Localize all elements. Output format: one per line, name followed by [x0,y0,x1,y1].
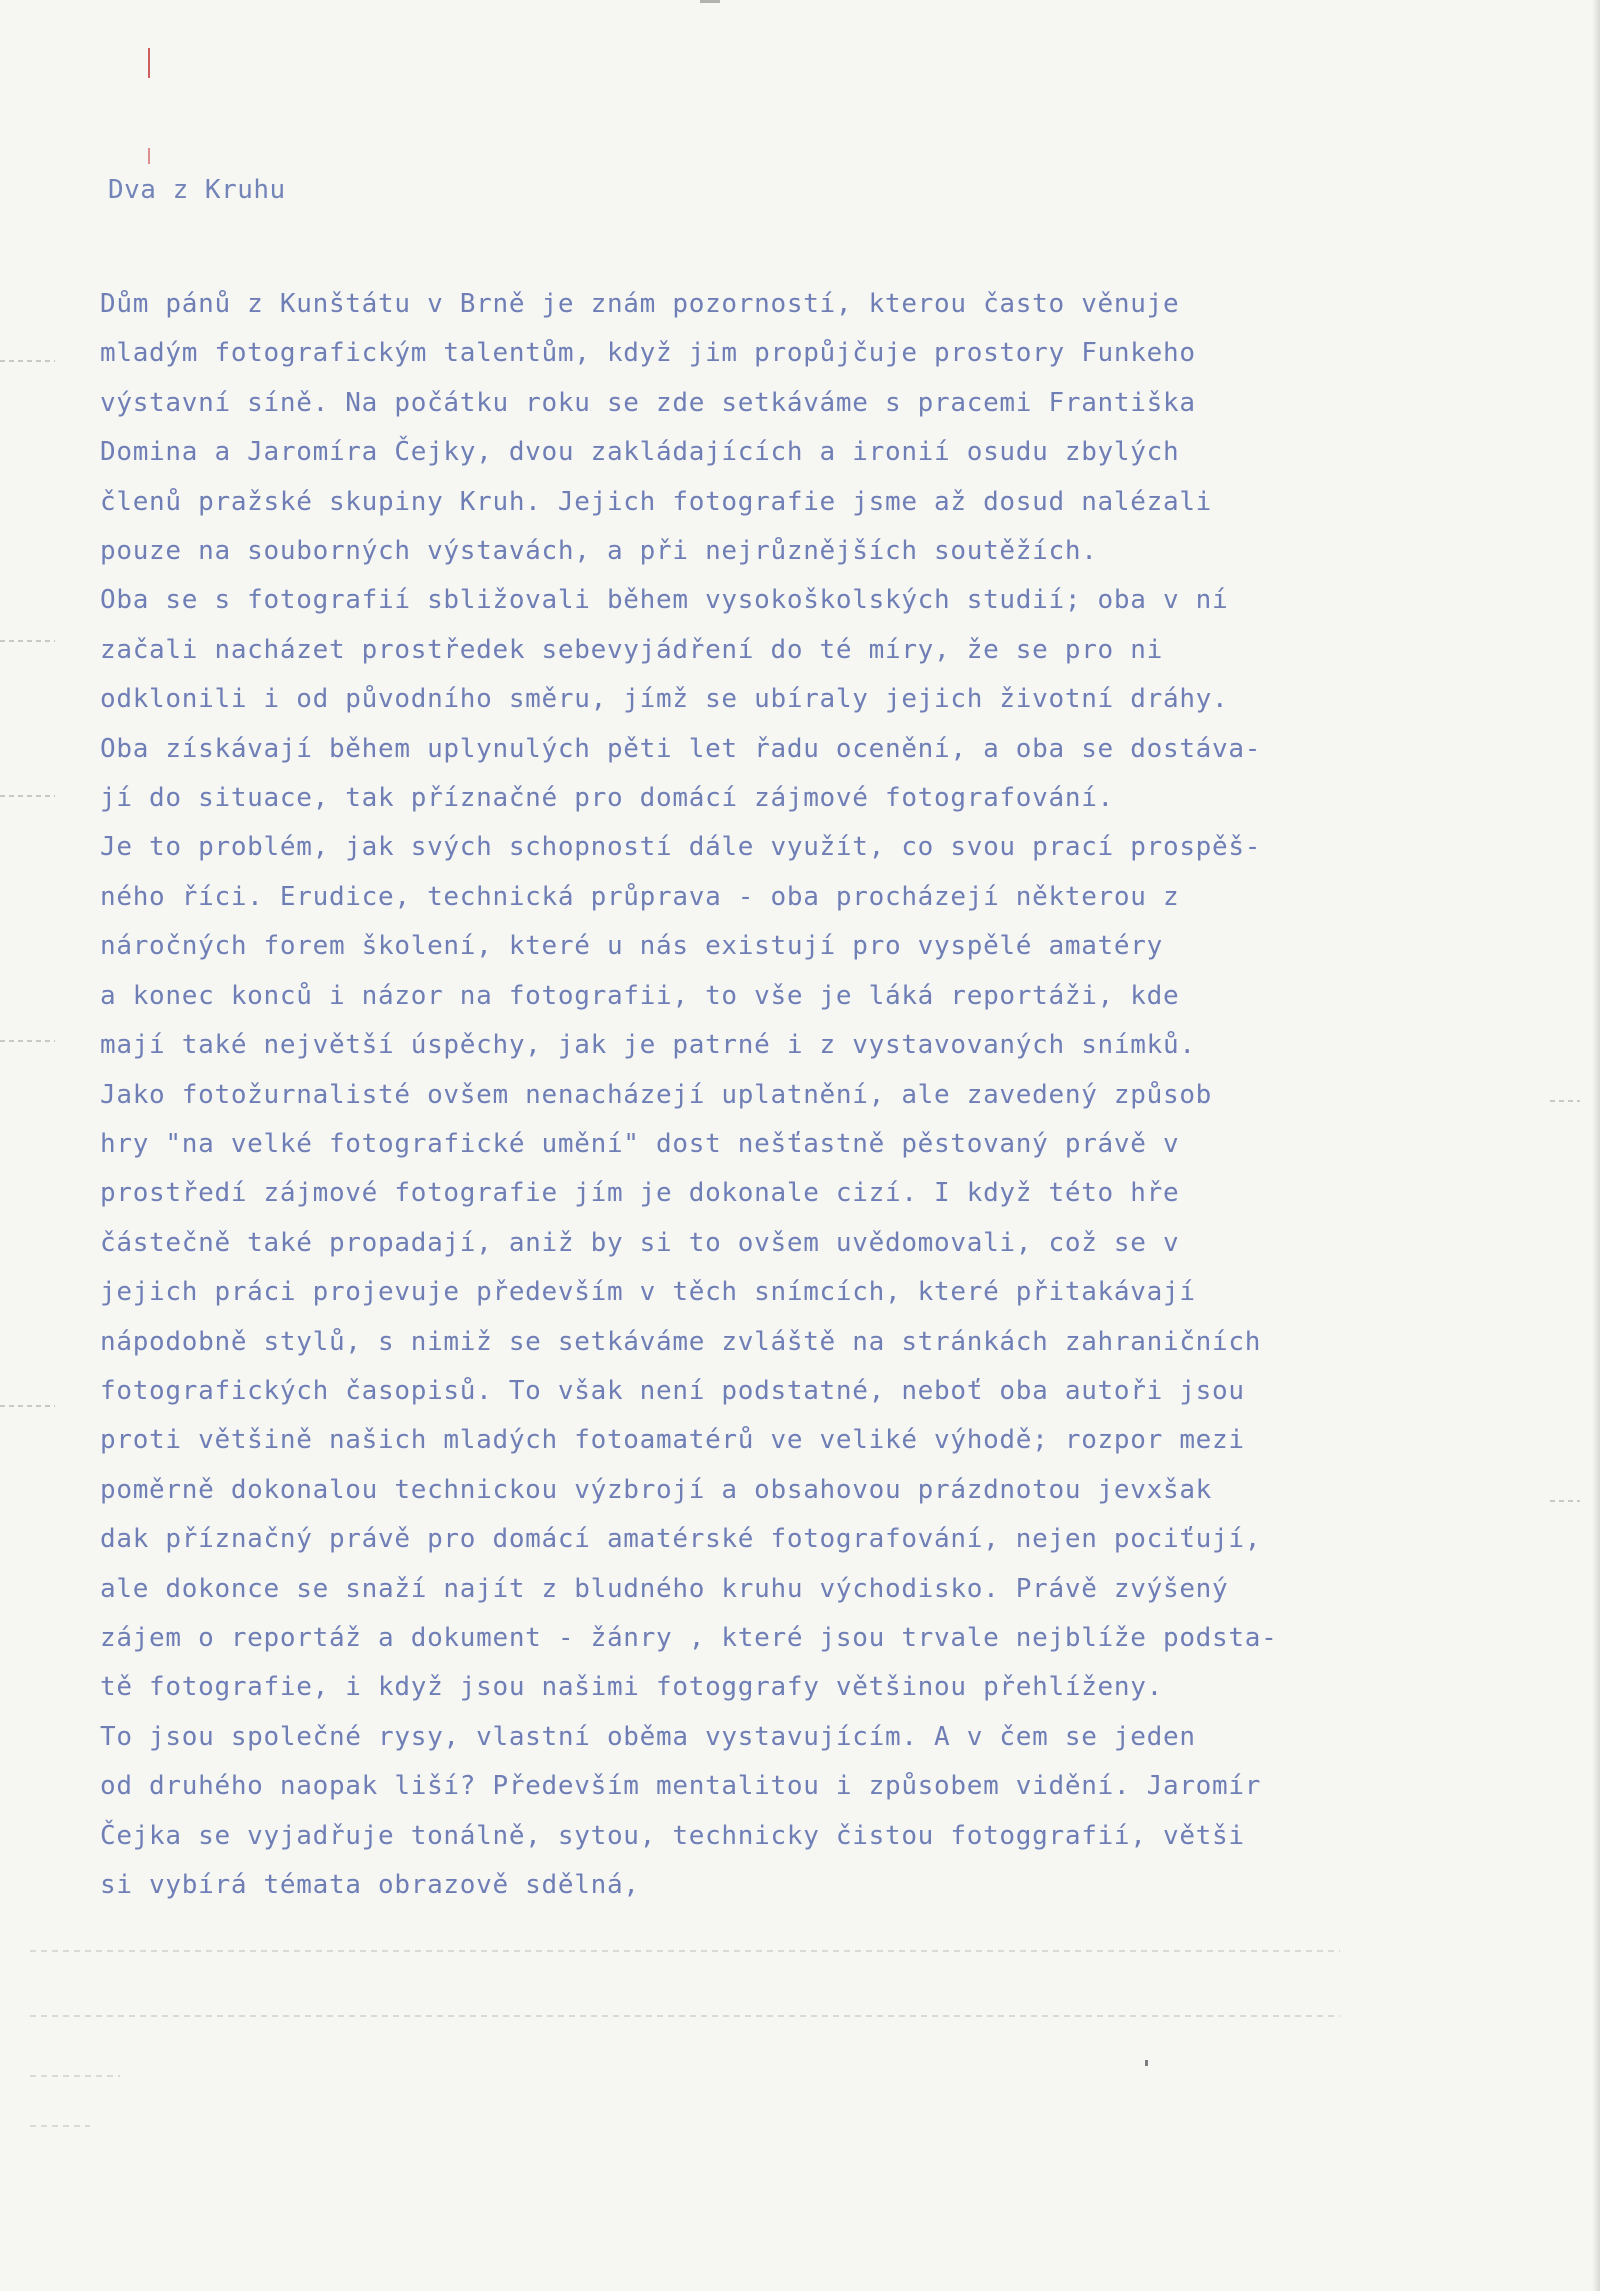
red-margin-mark-lower [148,148,150,164]
text-line: mají také největší úspěchy, jak je patrné i z vystavovaných snímků. [100,1030,1196,1061]
text-line: začali nacházet prostředek sebevyjádření do té míry, že se pro ni [100,634,1163,665]
text-line: odklonili i od původního směru, jímž se ubíraly jejich životní dráhy. [100,684,1229,715]
text-line: zájem o reportáž a dokument - žánry , které jsou trvale nejblíže podsta- [100,1622,1278,1653]
text-line: si vybírá témata obrazově sdělná, [100,1870,640,1900]
text-line: fotografických časopisů. To však není podstatné, neboť oba autoři jsou [100,1375,1245,1406]
text-line: členů pražské skupiny Kruh. Jejich fotografie jsme až dosud nalézali [100,486,1213,517]
show-through-mark [0,1405,55,1407]
show-through-mark [1550,1500,1580,1502]
text-line: výstavní síně. Na počátku roku se zde setkáváme s pracemi Františka [100,387,1196,418]
text-line: poměrně dokonalou technickou výzbrojí a obsahovou prázdnotou jevxšak [100,1474,1213,1505]
text-line: nápodobně stylů, s nimiž se setkáváme zvláště na stránkách zahraničních [100,1326,1262,1357]
text-line: Dům pánů z Kunštátu v Brně je znám pozorností, kterou často věnuje [100,289,1180,319]
text-line: Jako fotožurnalisté ovšem nenacházejí uplatnění, ale zavedený způsob [100,1079,1213,1110]
text-line: pouze na souborných výstavách, a při nejrůznějších soutěžích. [100,536,1098,567]
text-line: dak příznačný právě pro domácí amatérské fotografování, nejen pociťují, [100,1524,1262,1555]
show-through-mark [0,640,55,642]
text-line: hry "na velké fotografické umění" dost nešťastně pěstovaný právě v [100,1128,1180,1159]
show-through-line [30,1950,1340,1952]
document-title: Dva z Kruhu [108,175,286,205]
text-line: tě fotografie, i když jsou našimi fotoggrafy většinou přehlíženy. [100,1672,1163,1703]
text-line: od druhého naopak liší? Především mentalitou i způsobem vidění. Jaromír [100,1771,1262,1802]
show-through-line [30,2015,1340,2017]
text-line: Domina a Jaromíra Čejky, dvou zakládajících a ironií osudu zbylých [100,437,1180,468]
text-line: proti většině našich mladých fotoamatérů ve veliké výhodě; rozpor mezi [100,1425,1245,1456]
text-line: jejich práci projevuje především v těch snímcích, které přitakávají [100,1277,1196,1308]
show-through-line [30,2125,90,2127]
show-through-mark [0,360,55,362]
show-through-line [30,2075,120,2077]
text-line: Čejka se vyjadřuje tonálně, sytou, technicky čistou fotoggrafií, větši [100,1820,1245,1851]
text-line: ného říci. Erudice, technická průprava - oba procházejí některou z [100,881,1180,912]
text-line: mladým fotografickým talentům, když jim propůjčuje prostory Funkeho [100,338,1196,369]
show-through-mark [1550,1100,1580,1102]
show-through-mark [0,795,55,797]
text-line: Je to problém, jak svých schopností dále využít, co svou prací prospěš- [100,832,1262,863]
text-line: Oba získávají během uplynulých pěti let řadu ocenění, a oba se dostáva- [100,733,1262,764]
text-line: Oba se s fotografií sbližovali během vysokoškolských studií; oba v ní [100,585,1229,616]
typewritten-body [100,280,1550,1910]
text-line: jí do situace, tak příznačné pro domácí zájmové fotografování. [100,783,1114,814]
text-line: a konec konců i názor na fotografii, to vše je láká reportáži, kde [100,980,1180,1011]
text-line: ale dokonce se snaží najít z bludného kruhu východisko. Právě zvýšený [100,1573,1229,1604]
page-edge-shadow [1592,0,1600,2291]
red-margin-mark [148,48,150,78]
text-line: náročných forem školení, které u nás existují pro vyspělé amatéry [100,931,1163,962]
show-through-mark [0,1040,55,1042]
ink-speck [1145,2060,1148,2066]
text-line: částečně také propadají, aniž by si to ovšem uvědomovali, což se v [100,1227,1180,1258]
text-line: prostředí zájmové fotografie jím je dokonale cizí. I když této hře [100,1178,1180,1209]
text-line: To jsou společné rysy, vlastní oběma vystavujícím. A v čem se jeden [100,1721,1196,1752]
top-edge-mark [700,0,720,3]
